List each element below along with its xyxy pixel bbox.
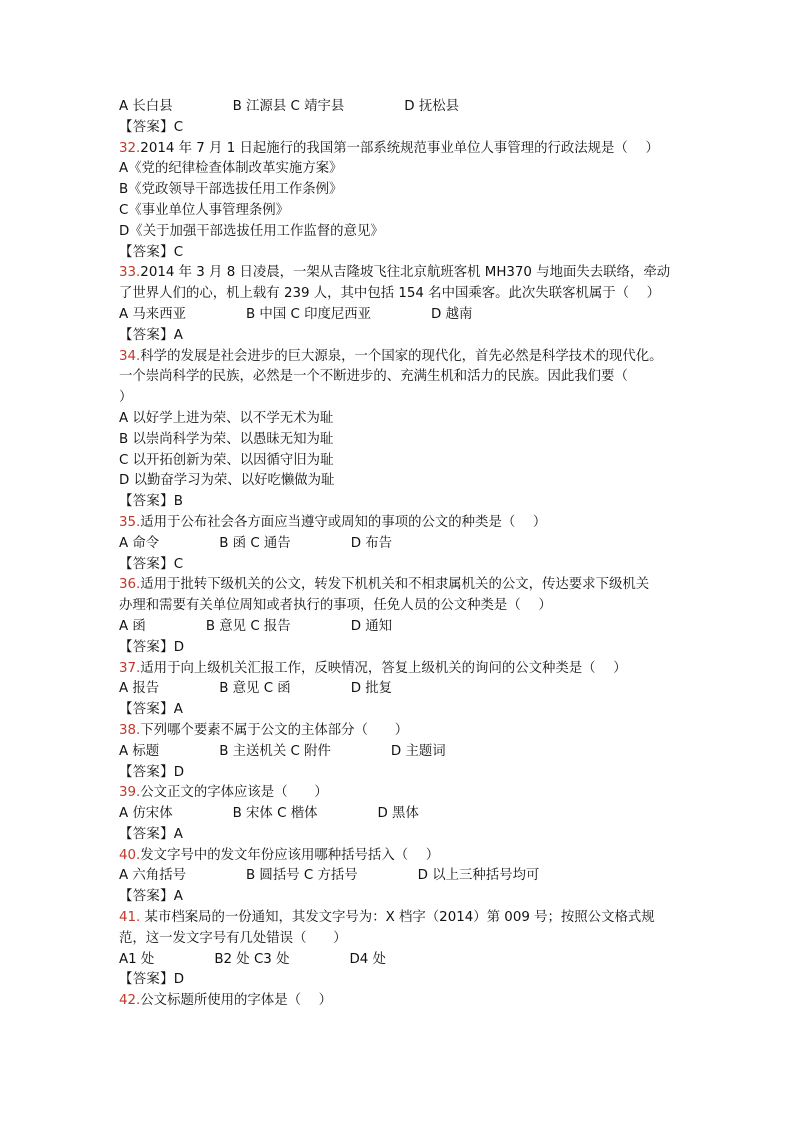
options-line <box>119 534 699 555</box>
options-line <box>119 866 699 887</box>
question-text: 发文字号中的发文年份应该用哪种括号括入（ ） <box>140 847 440 863</box>
text-line <box>119 180 699 201</box>
question-text: 公文标题所使用的字体是（ ） <box>140 993 333 1009</box>
question-line <box>119 991 699 1012</box>
question-line <box>119 575 699 596</box>
question-number: 33. <box>119 265 141 281</box>
option-text: B 函 <box>219 535 247 551</box>
answer-text: 【答案】C <box>119 119 184 135</box>
question-line <box>119 659 699 680</box>
line-text: B《党政领导干部选拔任用工作条例》 <box>119 182 343 198</box>
text-line <box>119 596 699 617</box>
question-line <box>119 721 699 742</box>
answer-line <box>119 326 699 347</box>
options-line <box>119 305 699 326</box>
question-text: 公文正文的字体应该是（ ） <box>140 785 328 801</box>
option-text: D 以上三种括号均可 <box>417 868 540 884</box>
answer-text: 【答案】D <box>119 972 185 988</box>
question-number: 34. <box>119 348 141 364</box>
text-line <box>119 367 699 388</box>
option-text: C 方括号 <box>303 868 358 884</box>
answer-text: 【答案】B <box>119 494 184 510</box>
text-line <box>119 159 699 180</box>
line-text: A 以好学上进为荣、以不学无术为耻 <box>119 410 334 426</box>
options-line <box>119 742 699 763</box>
question-number: 42. <box>119 993 141 1009</box>
line-text: 范，这一发文字号有几处错误（ ） <box>119 930 347 946</box>
answer-text: 【答案】C <box>119 244 184 260</box>
question-text: 科学的发展是社会进步的巨大源泉，一个国家的现代化，首先必然是科学技术的现代化。 <box>140 348 663 364</box>
answer-line <box>119 555 699 576</box>
question-text: 适用于公布社会各方面应当遵守或周知的事项的公文的种类是（ ） <box>140 514 547 530</box>
option-text: B 中国 <box>245 306 287 322</box>
option-text: D4 处 <box>349 951 386 967</box>
answer-line <box>119 763 699 784</box>
option-text: A 仿宋体 <box>119 806 173 822</box>
answer-line <box>119 638 699 659</box>
option-text: C 印度尼西亚 <box>290 306 372 322</box>
question-number: 41. <box>119 910 141 926</box>
line-text: B 以崇尚科学为荣、以愚昧无知为耻 <box>119 431 334 447</box>
question-number: 40. <box>119 847 141 863</box>
answer-line <box>119 492 699 513</box>
answer-text: 【答案】A <box>119 702 184 718</box>
question-text: 2014 年 7 月 1 日起施行的我国第一部系统规范事业单位人事管理的行政法规是（ ） <box>140 140 659 156</box>
answer-text: 【答案】A <box>119 889 184 905</box>
answer-line <box>119 118 699 139</box>
answer-line <box>119 243 699 264</box>
line-text: C 以开拓创新为荣、以因循守旧为耻 <box>119 452 334 468</box>
question-number: 36. <box>119 577 141 593</box>
question-list <box>119 97 699 1012</box>
answer-line <box>119 700 699 721</box>
option-text: C 通告 <box>250 535 291 551</box>
question-line <box>119 513 699 534</box>
text-line <box>119 222 699 243</box>
option-text: D 黑体 <box>377 806 419 822</box>
line-text: A《党的纪律检查体制改革实施方案》 <box>119 161 343 177</box>
options-line <box>119 679 699 700</box>
options-line <box>119 97 699 118</box>
option-text: A1 处 <box>119 951 155 967</box>
option-text: B 意见 <box>219 681 260 697</box>
answer-text: 【答案】A <box>119 826 184 842</box>
option-text: C 函 <box>263 681 291 697</box>
option-text: B 圆括号 <box>245 868 300 884</box>
option-text: C 靖宇县 <box>290 99 345 114</box>
option-text: D 抚松县 <box>404 99 460 114</box>
options-line <box>119 617 699 638</box>
question-line <box>119 783 699 804</box>
option-text: D 主题词 <box>390 743 446 759</box>
question-number: 39. <box>119 785 141 801</box>
option-text: B2 处 <box>214 951 250 967</box>
line-text: C《事业单位人事管理条例》 <box>119 202 290 218</box>
option-text: D 批复 <box>350 681 393 697</box>
option-text: A 标题 <box>119 743 160 759</box>
question-text: 适用于批转下级机关的公文，转发下机机关和不相隶属机关的公文，传达要求下级机关 <box>140 577 650 593</box>
option-text: B 意见 <box>205 618 247 634</box>
option-text: A 六角括号 <box>119 868 186 884</box>
line-text: 办理和需要有关单位周知或者执行的事项，任免人员的公文种类是（ ） <box>119 598 552 614</box>
option-text: B 江源县 <box>232 99 287 114</box>
line-text: D《关于加强干部选拔任用工作监督的意见》 <box>119 223 384 239</box>
option-text: A 函 <box>119 618 146 634</box>
question-text: 2014 年 3 月 8 日凌晨，一架从吉隆坡飞往北京航班客机 MH370 与地面失去联络，牵动 <box>140 265 671 281</box>
question-number: 38. <box>119 722 141 738</box>
question-text: 适用于向上级机关汇报工作，反映情况，答复上级机关的询问的公文种类是（ ） <box>140 660 627 676</box>
text-line <box>119 471 699 492</box>
option-text: B 宋体 <box>232 806 273 822</box>
text-line <box>119 430 699 451</box>
text-line <box>119 284 699 305</box>
option-text: C 报告 <box>250 618 291 634</box>
answer-line <box>119 970 699 991</box>
answer-text: 【答案】C <box>119 556 184 572</box>
option-text: B 主送机关 <box>219 743 287 759</box>
answer-line <box>119 887 699 908</box>
options-line <box>119 804 699 825</box>
line-text: ） <box>119 390 133 406</box>
question-text: 下列哪个要素不属于公文的主体部分（ ） <box>140 722 409 738</box>
text-line <box>119 409 699 430</box>
text-line <box>119 388 699 409</box>
question-line <box>119 908 699 929</box>
question-line <box>119 347 699 368</box>
answer-text: 【答案】A <box>119 327 184 343</box>
line-text: D 以勤奋学习为荣、以好吃懒做为耻 <box>119 473 335 489</box>
option-text: A 长白县 <box>119 99 173 114</box>
text-line <box>119 451 699 472</box>
option-text: C 附件 <box>290 743 331 759</box>
line-text: 一个崇尚科学的民族，必然是一个不断进步的、充满生机和活力的民族。因此我们要（ <box>119 369 628 385</box>
text-line <box>119 201 699 222</box>
question-line <box>119 139 699 160</box>
answer-line <box>119 825 699 846</box>
option-text: D 通知 <box>350 618 393 634</box>
option-text: D 布告 <box>350 535 393 551</box>
option-text: A 报告 <box>119 681 160 697</box>
option-text: D 越南 <box>431 306 473 322</box>
question-number: 37. <box>119 660 141 676</box>
question-text: 某市档案局的一份通知，其发文字号为：X 档字（2014）第 009 号；按照公文格式规 <box>140 910 655 926</box>
question-line <box>119 263 699 284</box>
option-text: A 命令 <box>119 535 160 551</box>
answer-text: 【答案】D <box>119 639 185 655</box>
question-number: 32. <box>119 140 141 156</box>
answer-text: 【答案】D <box>119 764 185 780</box>
option-text: C3 处 <box>253 951 290 967</box>
text-line <box>119 929 699 950</box>
question-number: 35. <box>119 514 141 530</box>
option-text: C 楷体 <box>277 806 318 822</box>
question-line <box>119 846 699 867</box>
option-text: A 马来西亚 <box>119 306 186 322</box>
options-line <box>119 950 699 971</box>
line-text: 了世界人们的心，机上载有 239 人，其中包括 154 名中国乘客。此次失联客机属于（ ） <box>119 286 661 302</box>
